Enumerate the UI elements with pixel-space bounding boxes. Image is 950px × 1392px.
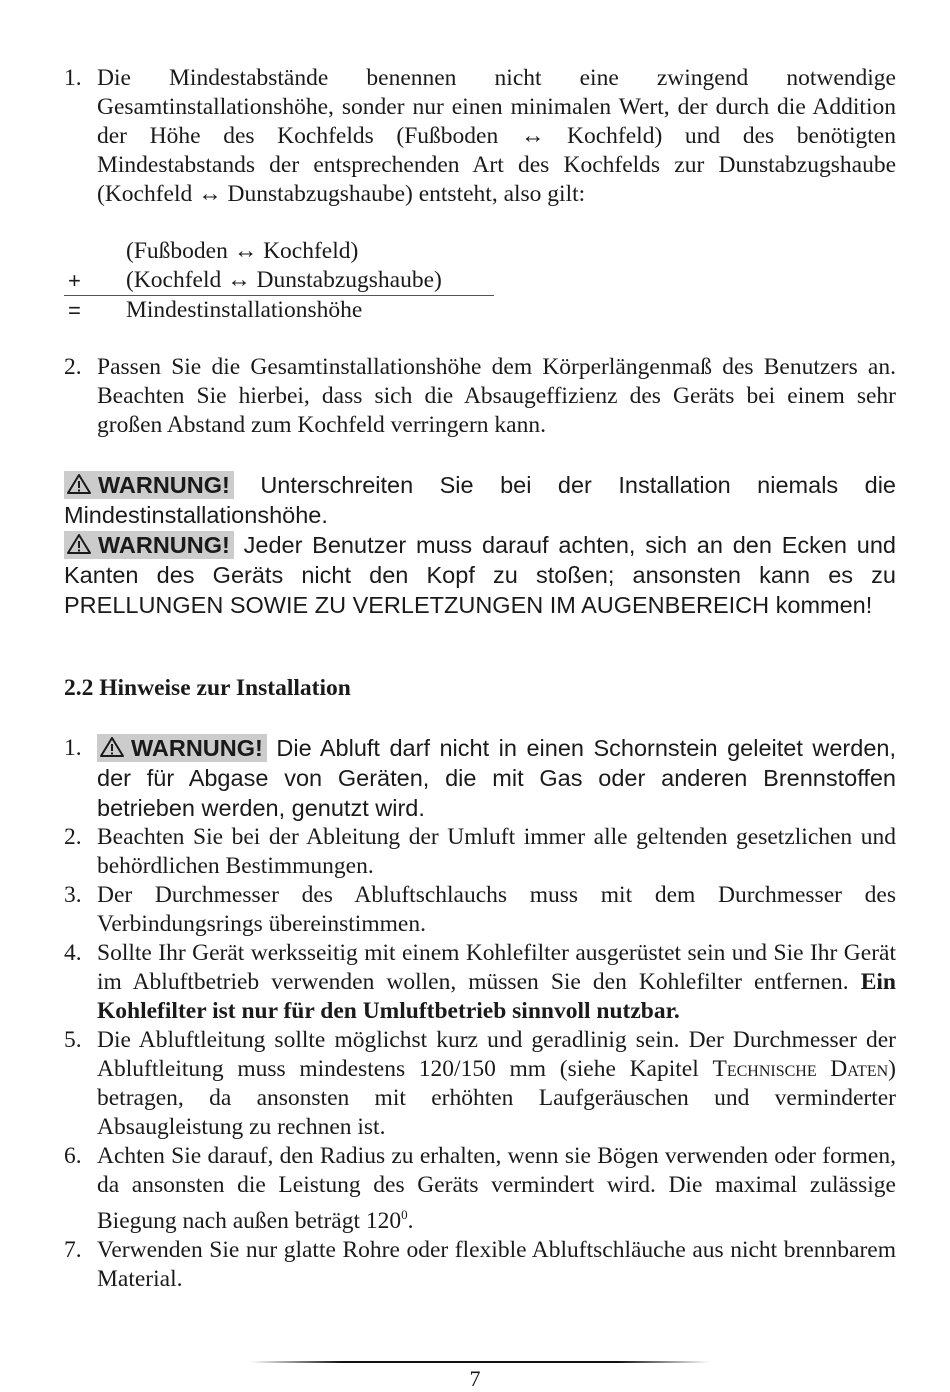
formula-term: (Fußboden ↔ Kochfeld) (126, 238, 359, 264)
list-item (64, 1142, 896, 1236)
warning-text: Unterschreiten Sie bei der Installation niemals die Mindestinstallationshöhe. (64, 472, 897, 528)
warning-badge (97, 734, 267, 762)
list-text (97, 733, 896, 823)
page-content (64, 64, 896, 1294)
warning-label: WARNUNG! (98, 472, 230, 498)
warning-text: Die Abluft darf nicht in einen Schornstein geleitet werden, der für Abgase von Geräten, die mit Gas oder anderen Brennstoffen betrieben werden, genutzt wird. (97, 735, 896, 821)
list-text-plain: Achten Sie darauf, den Radius zu erhalten, wenn sie Bögen verwenden oder formen, da ansonsten die Leistung des Geräts vermindert wird. Die maximal zulässige Biegung nach außen beträgt 120 (97, 1143, 896, 1234)
list-item (64, 1026, 896, 1142)
list-number: 7. (64, 1236, 82, 1263)
warning-badge (64, 531, 234, 559)
list-item (64, 939, 896, 1026)
list-text (97, 1142, 896, 1236)
warning-label: WARNUNG! (98, 532, 230, 558)
formula-result: Mindestinstallationshöhe (126, 297, 363, 323)
chapter-reference: Technische Daten (712, 1056, 889, 1082)
warning-triangle-icon (66, 533, 92, 555)
warning-triangle-icon (99, 736, 125, 758)
warning-triangle-icon (66, 473, 92, 495)
list-number: 5. (64, 1027, 82, 1053)
list-text: Beachten Sie bei der Ableitung der Umluft immer alle geltenden gesetzlichen und behördlichen Bestimmungen. (97, 824, 896, 879)
list-text (97, 1026, 896, 1142)
list-installation-notes (64, 733, 896, 1294)
list-item (64, 353, 896, 440)
formula-operator (64, 237, 126, 266)
section-title: 2.2 Hinweise zur Installation (64, 675, 351, 701)
list-number: 2. (64, 824, 82, 850)
list-number: 2. (64, 354, 82, 380)
list-min-distances (64, 64, 896, 209)
formula-row (64, 237, 896, 266)
formula-term: (Kochfeld ↔ Dunstabzugshaube) (126, 267, 442, 293)
list-text-plain: ) betragen, da ansonsten mit erhöhten Laufgeräuschen und verminderter Absaugleistung zu rechnen ist. (97, 1056, 896, 1140)
page-number: 7 (469, 1366, 481, 1391)
list-text-bold: Ein Kohlefilter ist nur für den Umluftbetrieb sinnvoll nutzbar. (97, 969, 896, 1024)
list-item (64, 1236, 896, 1294)
footer-divider (250, 1361, 710, 1363)
formula-operator: = (68, 298, 81, 323)
warning-block (64, 470, 896, 620)
list-item (64, 881, 896, 939)
list-text-plain: Die Abluftleitung sollte möglichst kurz und geradlinig sein. Der Durchmesser der Abluftleitung muss mindestens 120/150 mm (siehe Kapitel (97, 1027, 896, 1082)
list-number: 3. (64, 882, 82, 908)
list-text: Der Durchmesser des Abluftschlauchs muss mit dem Durchmesser des Verbindungsrings übereinstimmen. (97, 882, 896, 937)
list-item (64, 64, 896, 209)
list-number: 4. (64, 940, 82, 966)
formula-operator: + (68, 268, 81, 293)
list-number: 1. (64, 65, 82, 91)
list-number: 1. (64, 735, 82, 761)
list-item (64, 733, 896, 823)
formula-row (64, 266, 896, 295)
list-text: Die Mindestabstände benennen nicht eine zwingend notwendige Gesamtinstallationshöhe, sonder nur einen minimalen Wert, der durch die Addition der Höhe des Kochfelds (Fußboden ↔ Kochfeld) und des benötigten Mindestabstands der entsprechenden Art des Kochfelds zur Dunstabzugshaube (Kochfeld ↔ Dunstabzugshaube) entsteht, also gilt: (97, 65, 896, 207)
warning-badge (64, 471, 234, 499)
list-number: 6. (64, 1143, 82, 1169)
list-text (97, 939, 896, 1026)
list-text-end: . (407, 1207, 414, 1234)
list-item (64, 823, 896, 881)
list-text: Verwenden Sie nur glatte Rohre oder flexible Abluftschläuche aus nicht brennbarem Material. (97, 1236, 896, 1292)
list-text-plain: Sollte Ihr Gerät werksseitig mit einem Kohlefilter ausgerüstet sein und Sie Ihr Gerät im Abluftbetrieb verwenden wollen, müssen Sie den Kohlefilter entfernen. (97, 940, 896, 995)
warning-label: WARNUNG! (131, 735, 263, 761)
list-text: Passen Sie die Gesamtinstallationshöhe dem Körperlängenmaß des Benutzers an. Beachten Sie hierbei, dass sich die Absaugeffizienz des Geräts bei einem sehr großen Abstand zum Kochfeld verringern kann. (97, 354, 896, 438)
warning-head-injury (64, 530, 896, 620)
height-formula (64, 237, 896, 325)
list-min-distances-cont (64, 353, 896, 440)
warning-text: Jeder Benutzer muss darauf achten, sich an den Ecken und Kanten des Geräts nicht den Kopf zu stoßen; ansonsten kann es zu PRELLUNGEN SOWIE ZU VERLETZUNGEN IM AUGENBEREICH kommen! (64, 532, 896, 618)
degree-superscript: 0 (401, 1207, 408, 1222)
warning-min-height (64, 470, 896, 530)
formula-row (64, 296, 896, 325)
